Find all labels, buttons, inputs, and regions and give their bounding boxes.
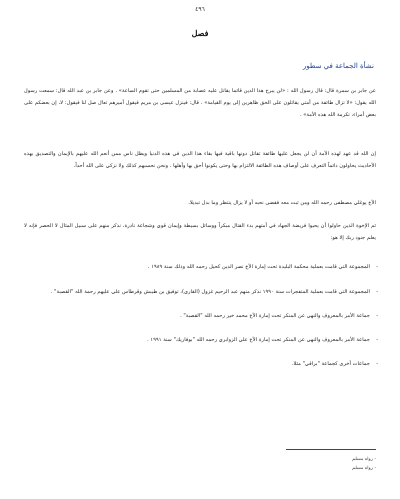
footnote: - رواه مسلم bbox=[352, 457, 376, 462]
chapter-title: فصل bbox=[191, 28, 209, 38]
list-item: - المجموعة التي قامت بعملية المتفجرات سنة ١٩٩٠ نذكر منهم عبد الرحيم غزول (القاري)، توفيق بن طيبش وقرطاس علي عليهم رحمة الله "القصبة" . bbox=[24, 287, 378, 298]
footnote: - رواه مسلم bbox=[352, 466, 376, 471]
list-item: - المجموعة التي قامت بعملية محكمة البليدة تحت إمارة الأخ نصر الدين كحيل رحمه الله وذلك سنة ١٩٨٩ . bbox=[24, 262, 378, 273]
paragraph-hadith: عن جابر بن سمرة قال: قال رسول الله : «لن يبرح هذا الدين قائما يقاتل عليه عصابة من المسلمين حتى تقوم الساعة» . وعن جابر بن عبد الله قال: سمعت رسول الله يقول: «لا تزال طائفة من أمتي يقاتلون على الحق ظاهرين إلى يوم القيامة» . قال: فينزل عيسى بن مريم فيقول أميرهم تعال صل لنا فيقول: لا، إن بعضكم على بعض أمراء، تكرمة الله هذه الأمة» . bbox=[24, 88, 376, 119]
paragraph-mustafa: الأخ يوغلي مصطفى رحمه الله ومن ثبت معه فقضى نحبه أو لا يزال ينتظر وما بدل تبديلا. bbox=[188, 200, 376, 207]
groups-list bbox=[24, 262, 378, 370]
list-item: - جماعات أخرى كجماعة "براقي" مثلا. bbox=[24, 359, 378, 370]
list-item: - جماعة الأمر بالمعروف والنهي عن المنكر تحت إمارة الأخ علي الزوابري رحمه الله "بوفاريك" سنة ١٩٩١ . bbox=[24, 335, 378, 346]
page-number: ٤٩٦ bbox=[195, 6, 205, 13]
paragraph-brothers: ثم الإخوة الذين حاولوا أن يحيوا فريضة الجهاد في أمتهم بدء القتال مبكراً ووسائل بسيطة وإيمان قوي وشجاعة نادرة، نذكر منهم على سبيل المثال لا الحصر فإنه لا يعلم جنود ربك إلا هو: bbox=[24, 223, 376, 242]
list-item: - جماعة الأمر بالمعروف والنهي عن المنكر تحت إمارة الأخ محمد خير رحمه الله "القصبة" . bbox=[24, 311, 378, 322]
footnote-divider bbox=[286, 449, 376, 450]
paragraph-covenant: إن الله قد عهد لهذه الأمة أن لن يجعل عليها طائفة تقاتل دونها باقية فيها بقاء هذا الدين في هذه الدنيا ويظل ناس ممن أنعم الله عليهم بالإيمان والتصديق بهذه الأحاديث يحاولون دائماً التعرف على أوصاف هذه الطائفة الالتزام بها وحتى يكونوا أحق بها وأهلها . ونحن نحسبهم كذلك ولا نزكي على الله أحداً. bbox=[24, 151, 376, 170]
section-heading: نشأة الجماعة في سطور bbox=[302, 62, 374, 70]
footnotes bbox=[352, 455, 376, 473]
